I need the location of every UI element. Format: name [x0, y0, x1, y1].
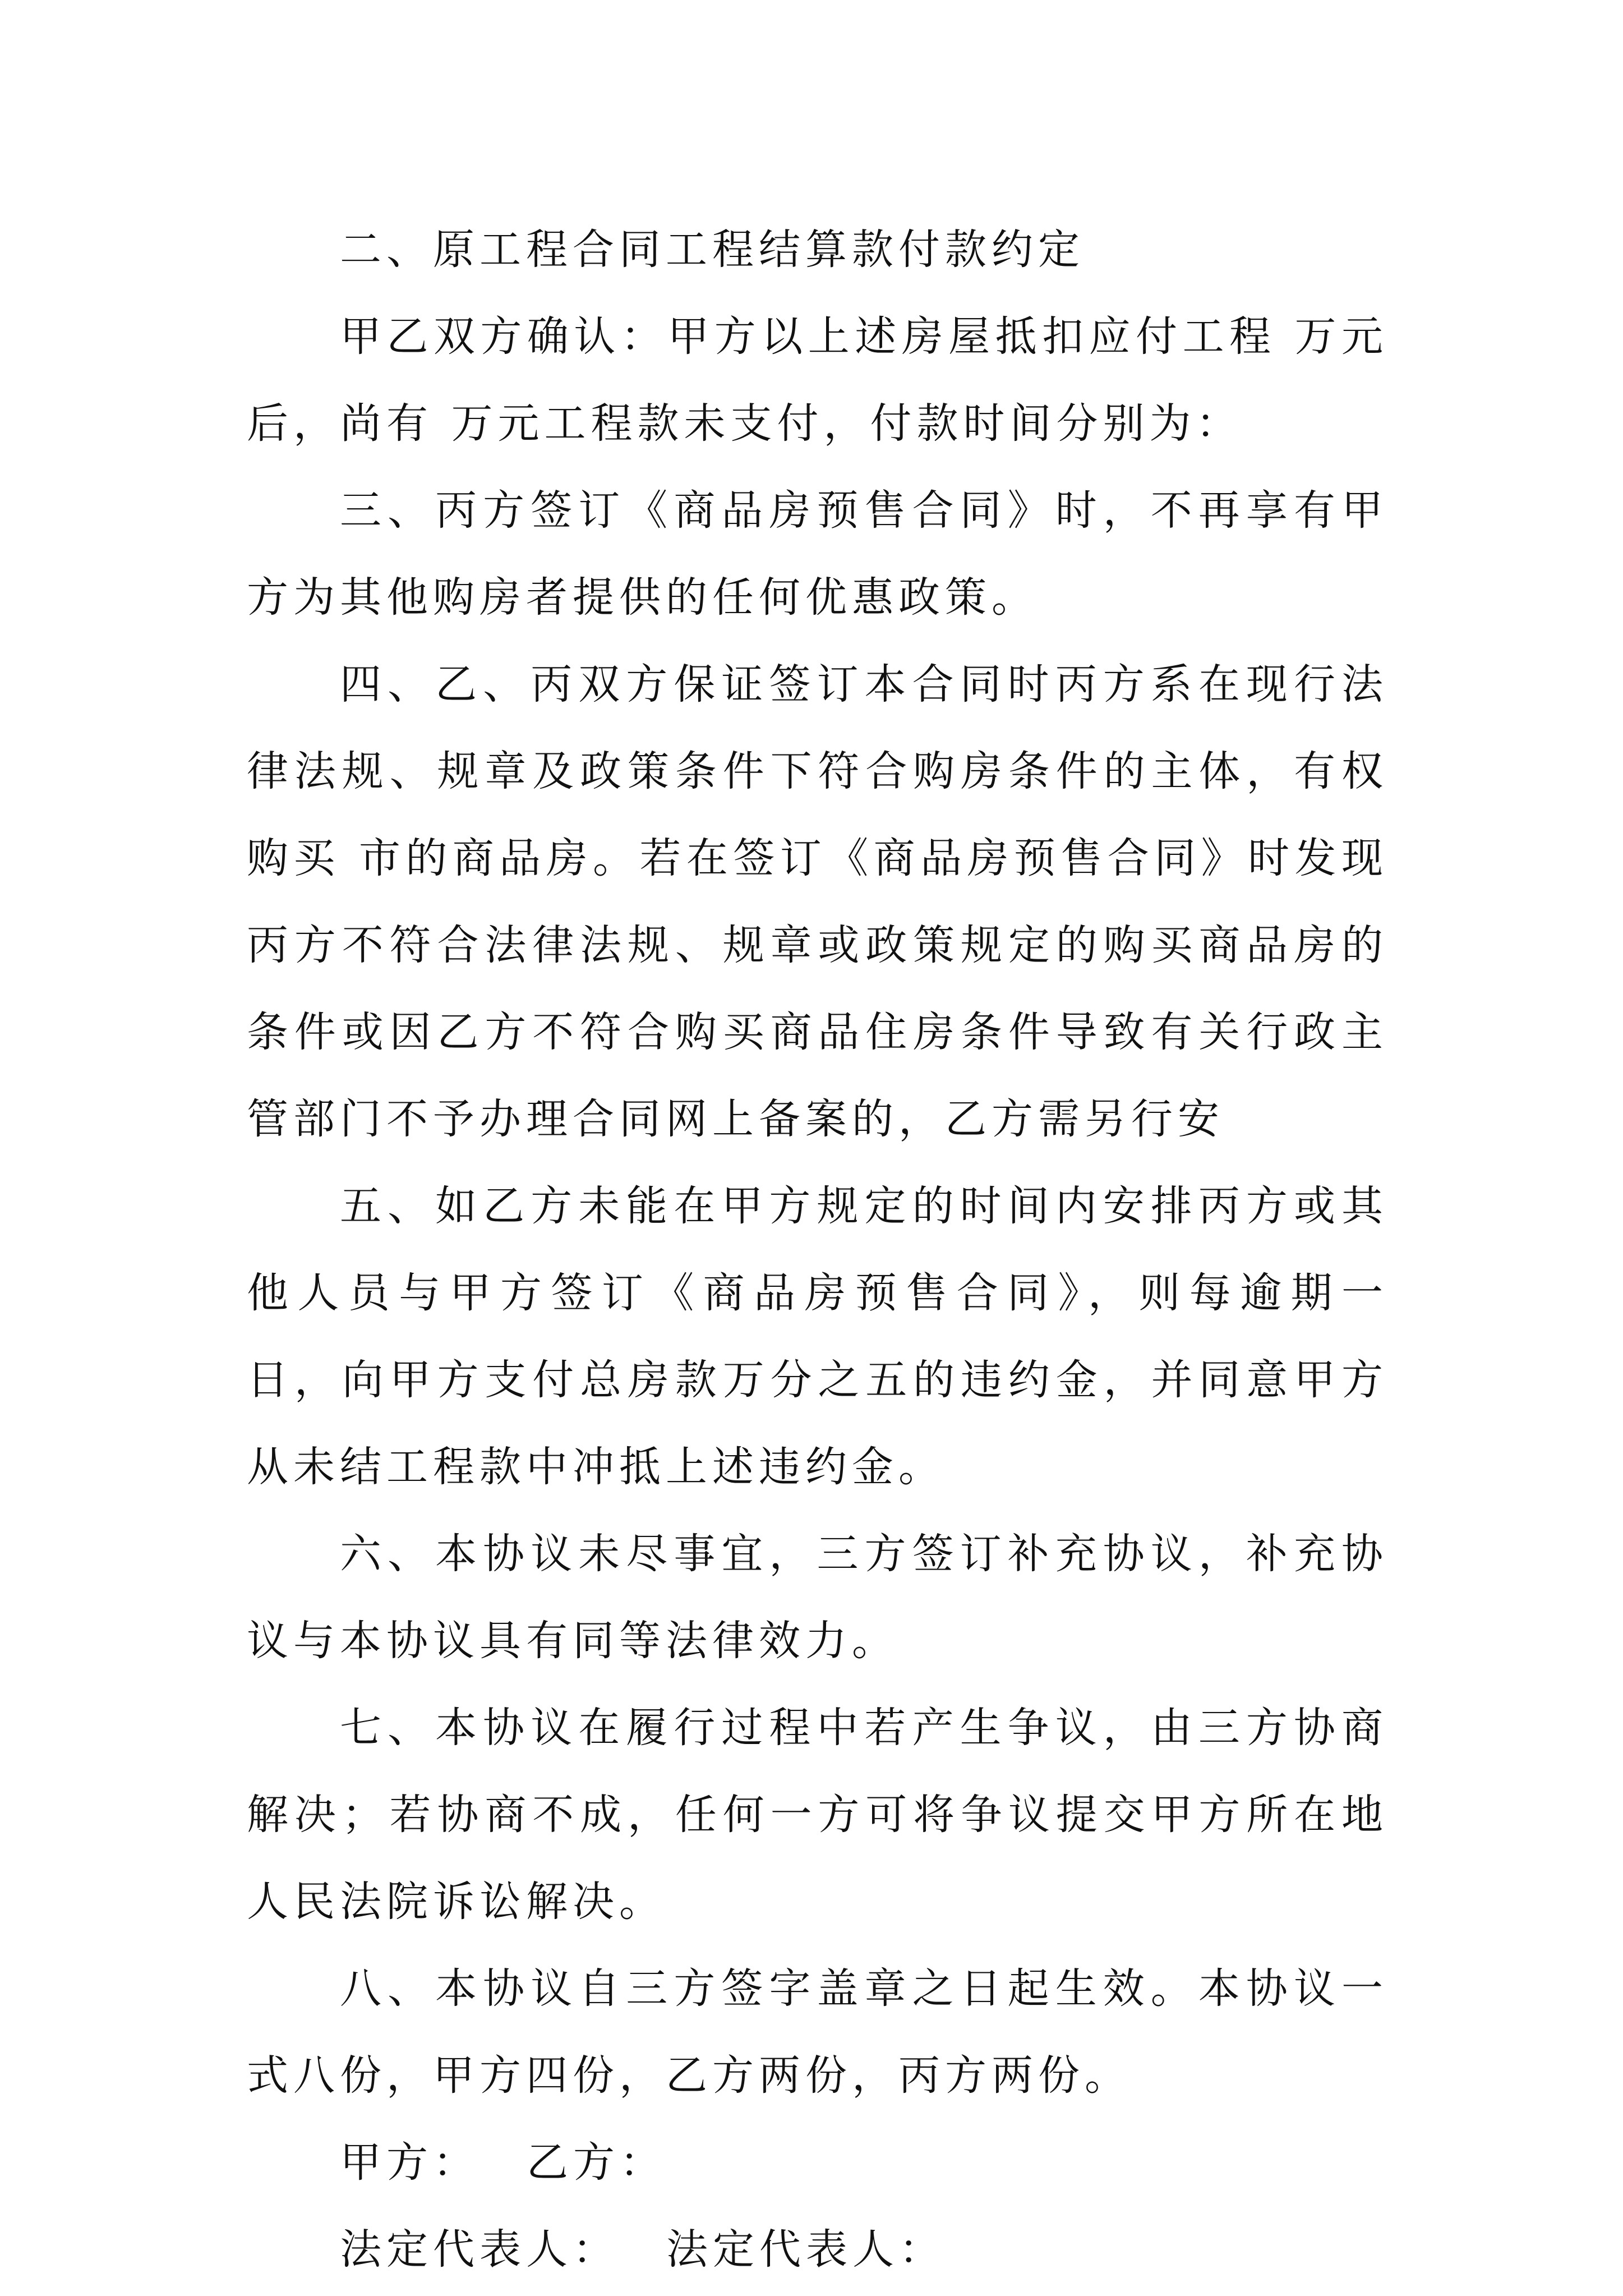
section-4-paragraph: 四、乙、丙双方保证签订本合同时丙方系在现行法律法规、规章及政策条件下符合购房条件的主体，有权购买 市的商品房。若在签订《商品房预售合同》时发现丙方不符合法律法规、规章或政策规定的购买商品房的条件或因乙方不符合购买商品住房条件导致有关行政主管部门不予办理合同网上备案的，乙方需另行安	[247, 660, 1388, 1143]
section-7-paragraph: 七、本协议在履行过程中若产生争议，由三方协商解决；若协商不成，任何一方可将争议提交甲方所在地人民法院诉讼解决。	[247, 1704, 1388, 1926]
section-6-paragraph: 六、本协议未尽事宜，三方签订补充协议，补充协议与本协议具有同等法律效力。	[247, 1530, 1388, 1665]
representative-signature-line	[247, 2206, 1388, 2293]
party-b-label: 乙方：	[527, 2138, 666, 2187]
section-3-paragraph: 三、丙方签订《商品房预售合同》时，不再享有甲方为其他购房者提供的任何优惠政策。	[247, 486, 1388, 622]
section-5-paragraph: 五、如乙方未能在甲方规定的时间内安排丙方或其他人员与甲方签订《商品房预售合同》，则每逾期一日，向甲方支付总房款万分之五的违约金，并同意甲方从未结工程款中冲抵上述违约金。	[247, 1182, 1388, 1491]
document-body	[247, 206, 1388, 2293]
rep-b-label: 法定代表人：	[666, 2225, 946, 2274]
payment-confirmation-paragraph: 甲乙双方确认：甲方以上述房屋抵扣应付工程 万元后，尚有 万元工程款未支付，付款时间分别为：	[247, 312, 1388, 448]
party-a-label: 甲方：	[340, 2138, 479, 2187]
party-signature-line	[247, 2119, 1388, 2206]
section-2-heading: 二、原工程合同工程结算款付款约定	[340, 226, 1085, 274]
rep-a-label: 法定代表人：	[340, 2225, 619, 2274]
section-8-paragraph: 八、本协议自三方签字盖章之日起生效。本协议一式八份，甲方四份，乙方两份，丙方两份。	[247, 1964, 1388, 2100]
